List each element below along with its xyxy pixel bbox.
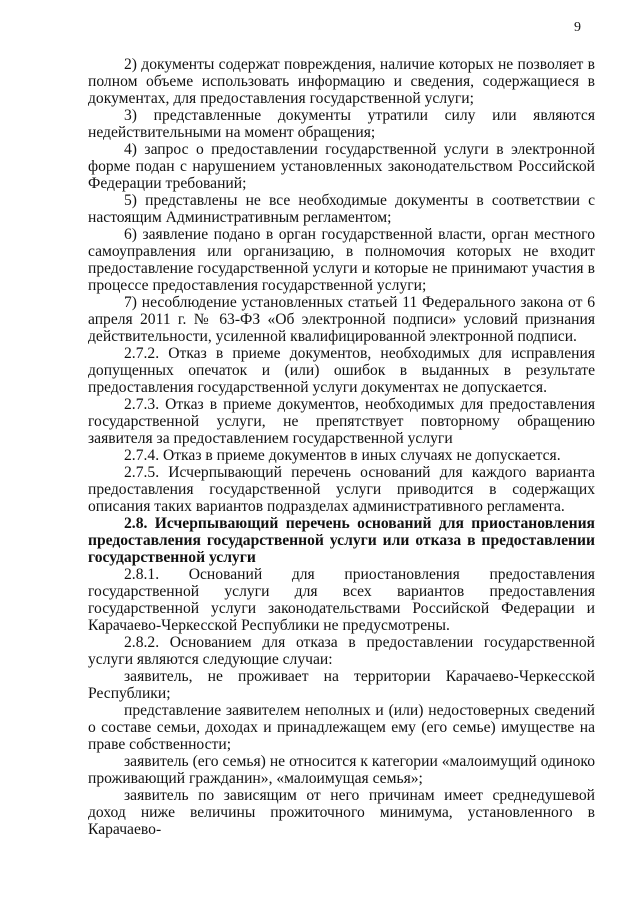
paragraph-item-2: 2) документы содержат повреждения, наличие которых не позволяет в полном объеме использовать информацию и сведения, содержащиеся в документах, для предоставления государственной услуги;	[88, 56, 595, 107]
paragraph-item-4: 4) запрос о предоставлении государственной услуги в электронной форме подан с нарушением установленных законодательством Российской Федерации требований;	[88, 141, 595, 192]
document-body	[88, 56, 595, 838]
paragraph-2-7-3: 2.7.3. Отказ в приеме документов, необходимых для предоставления государственной услуги, не препятствует повторному обращению заявителя за предоставлением государственной услуги	[88, 396, 595, 447]
paragraph-item-6: 6) заявление подано в орган государственной власти, орган местного самоуправления или организацию, в полномочия которых не входит предоставление государственной услуги и которые не принимают участия в процессе предоставления государственной услуги;	[88, 226, 595, 294]
paragraph-item-3: 3) представленные документы утратили силу или являются недействительными на момент обращения;	[88, 107, 595, 141]
refusal-case-category: заявитель (его семья) не относится к категории «малоимущий одиноко проживающий гражданин», «малоимущая семья»;	[88, 753, 595, 787]
refusal-case-incomplete-info: представление заявителем неполных и (или) недостоверных сведений о составе семьи, доходах и принадлежащем ему (его семье) имуществе на праве собственности;	[88, 702, 595, 753]
section-heading-2-8: 2.8. Исчерпывающий перечень оснований для приостановления предоставления государственной услуги или отказа в предоставлении государственной услуги	[88, 515, 595, 566]
paragraph-2-8-1: 2.8.1. Оснований для приостановления предоставления государственной услуги для всех вариантов предоставления государственной услуги законодательствами Российской Федерации и Карачаево-Черкесской Республики не предусмотрены.	[88, 566, 595, 634]
page-number: 9	[574, 20, 581, 35]
paragraph-2-8-2: 2.8.2. Основанием для отказа в предоставлении государственной услуги являются следующие случаи:	[88, 634, 595, 668]
paragraph-2-7-5: 2.7.5. Исчерпывающий перечень оснований для каждого варианта предоставления государственной услуги приводится в содержащих описания таких вариантов подразделах административного регламента.	[88, 464, 595, 515]
paragraph-item-7: 7) несоблюдение установленных статьей 11 Федерального закона от 6 апреля 2011 г. № 63-ФЗ «Об электронной подписи» условий признания действительности, усиленной квалифицированной электронной подписи.	[88, 294, 595, 345]
refusal-case-residence: заявитель, не проживает на территории Карачаево-Черкесской Республики;	[88, 668, 595, 702]
paragraph-2-7-4: 2.7.4. Отказ в приеме документов в иных случаях не допускается.	[124, 447, 561, 464]
refusal-case-income: заявитель по зависящим от него причинам имеет среднедушевой доход ниже величины прожиточного минимума, установленного в Карачаево-	[88, 787, 595, 838]
paragraph-item-5: 5) представлены не все необходимые документы в соответствии с настоящим Административным регламентом;	[88, 192, 595, 226]
paragraph-2-7-2: 2.7.2. Отказ в приеме документов, необходимых для исправления допущенных опечаток и (или) ошибок в выданных в результате предоставления государственной услуги документах не допускается.	[88, 345, 595, 396]
